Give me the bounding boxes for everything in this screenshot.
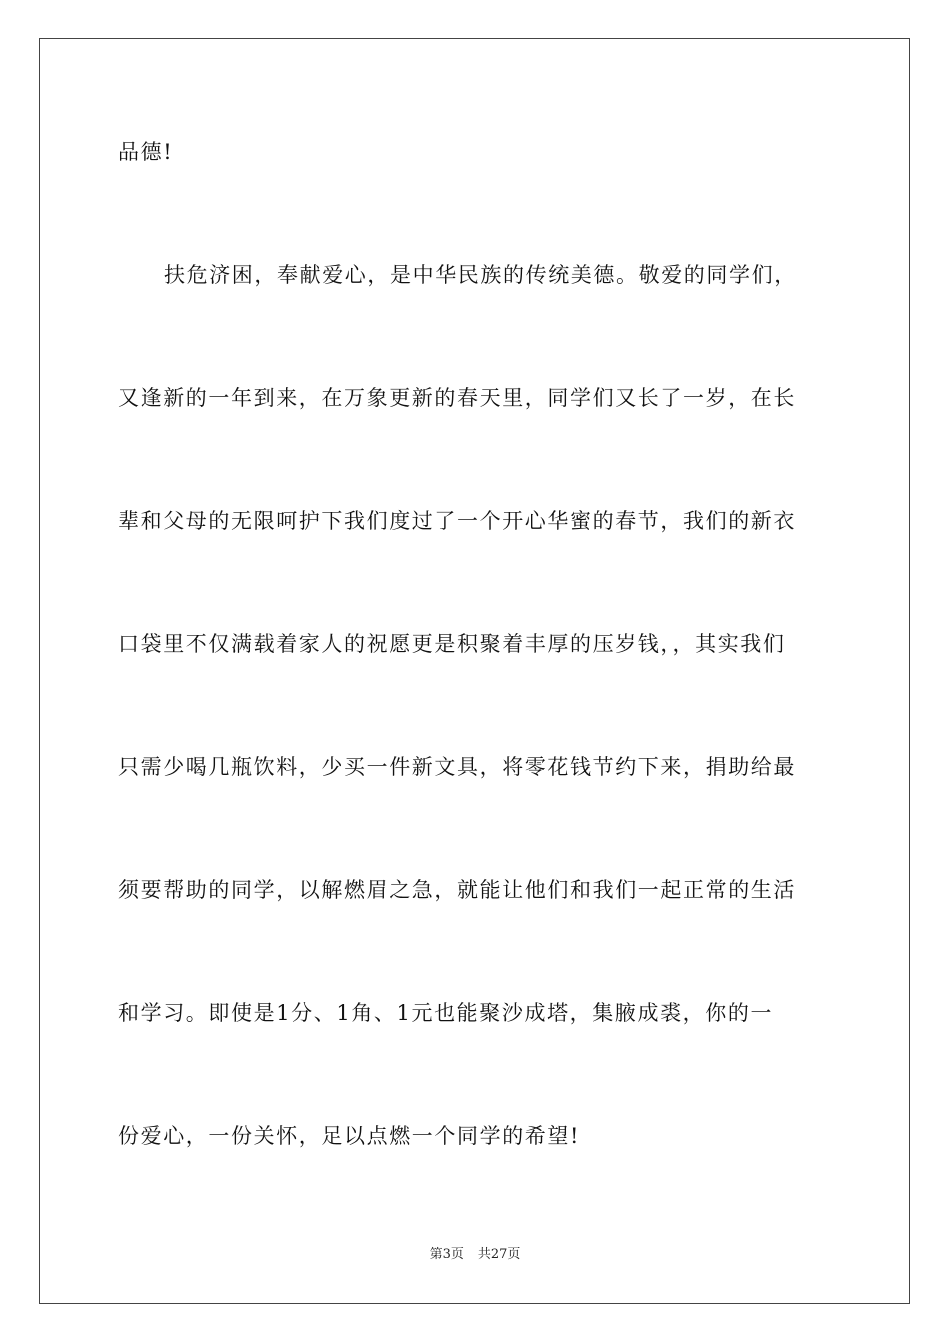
page-footer xyxy=(0,1246,950,1264)
text-line-9: 份爱心，一份关怀，足以点燃一个同学的希望! xyxy=(118,1124,581,1148)
page-border xyxy=(39,38,910,1304)
text-line-6: 只需少喝几瓶饮料，少买一件新文具，将零花钱节约下来，捐助给最 xyxy=(118,755,796,779)
text-line-5: 口袋里不仅满载着家人的祝愿更是积聚着丰厚的压岁钱，，其实我们 xyxy=(118,632,786,656)
text-line-2: 扶危济困，奉献爱心，是中华民族的传统美德。敬爱的同学们， xyxy=(164,263,797,287)
text-line-1: 品德! xyxy=(118,140,174,164)
text-line-3: 又逢新的一年到来，在万象更新的春天里，同学们又长了一岁，在长 xyxy=(118,386,796,410)
text-line-4: 辈和父母的无限呵护下我们度过了一个开心华蜜的春节，我们的新衣 xyxy=(118,509,796,533)
text-line-7: 须要帮助的同学，以解燃眉之急，就能让他们和我们一起正常的生活 xyxy=(118,878,796,902)
total-pages-label: 共27页 xyxy=(477,1247,521,1262)
current-page-label: 第3页 xyxy=(429,1247,464,1262)
text-line-8: 和学习。即使是1分、1角、1元也能聚沙成塔，集腋成裘，你的一 xyxy=(118,1001,774,1025)
